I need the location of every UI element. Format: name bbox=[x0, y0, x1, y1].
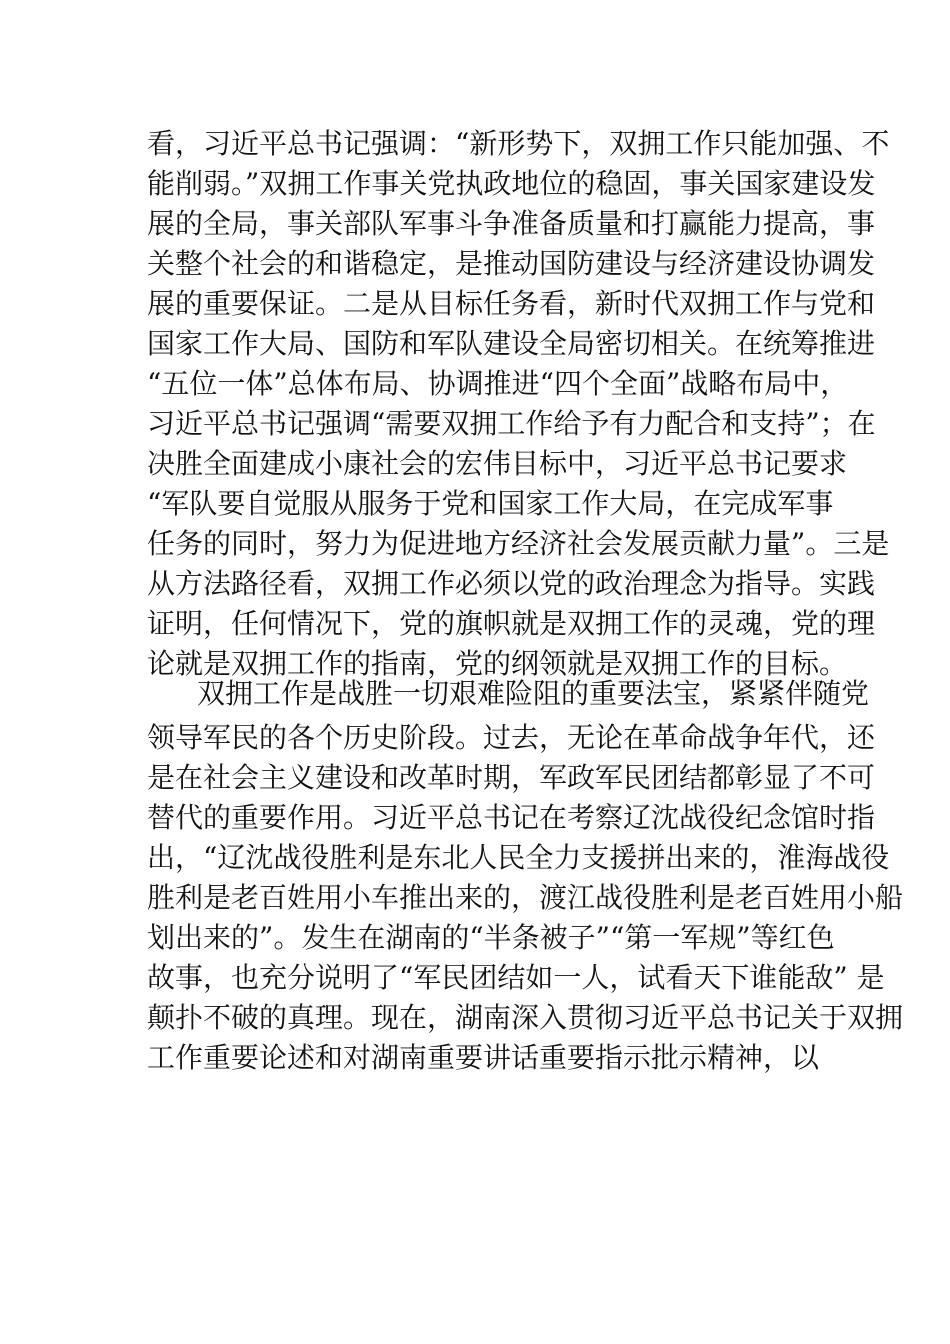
text-line-10: “军队要自觉服从服务于党和国家工作大局，在完成军事 bbox=[147, 487, 834, 520]
text-line-5: 展的重要保证。二是从目标任务看，新时代双拥工作与党和 bbox=[147, 287, 876, 320]
text-line-9: 决胜全面建成小康社会的宏伟目标中，习近平总书记要求 bbox=[147, 447, 848, 480]
text-line-7: “五位一体”总体布局、协调推进“四个全面”战略布局中， bbox=[147, 367, 849, 400]
text-line-17: 是在社会主义建设和改革时期，军政军民团结都彰显了不可 bbox=[147, 761, 876, 794]
text-line-15: 双拥工作是战胜一切艰难险阻的重要法宝，紧紧伴随党 bbox=[197, 677, 870, 710]
text-line-13: 证明，任何情况下，党的旗帜就是双拥工作的灵魂，党的理 bbox=[147, 607, 876, 640]
text-line-11: 任务的同时，努力为促进地方经济社会发展贡献力量”。三是 bbox=[147, 527, 890, 560]
text-line-19: 出，“辽沈战役胜利是东北人民全力支援拼出来的，淮海战役 bbox=[147, 841, 890, 874]
text-line-4: 关整个社会的和谐稳定，是推动国防建设与经济建设协调发 bbox=[147, 247, 876, 280]
text-line-21: 划出来的”。发生在湖南的“半条被子”“第一军规”等红色 bbox=[147, 921, 835, 954]
text-line-3: 展的全局，事关部队军事斗争准备质量和打赢能力提高，事 bbox=[147, 207, 876, 240]
text-line-20: 胜利是老百姓用小车推出来的，渡江战役胜利是老百姓用小船 bbox=[147, 881, 904, 914]
text-line-22: 故事，也充分说明了“军民团结如一人，试看天下谁能敌” 是 bbox=[147, 961, 885, 994]
text-line-16: 领导军民的各个历史阶段。过去，无论在革命战争年代，还 bbox=[147, 721, 876, 754]
text-line-1: 看，习近平总书记强调：“新形势下，双拥工作只能加强、不 bbox=[147, 127, 890, 160]
text-line-14: 论就是双拥工作的指南，党的纲领就是双拥工作的目标。 bbox=[147, 647, 848, 680]
text-line-12: 从方法路径看，双拥工作必须以党的政治理念为指导。实践 bbox=[147, 567, 876, 600]
text-line-23: 颠扑不破的真理。现在，湖南深入贯彻习近平总书记关于双拥 bbox=[147, 1001, 904, 1034]
text-line-8: 习近平总书记强调“需要双拥工作给予有力配合和支持”；在 bbox=[147, 407, 876, 440]
text-line-2: 能削弱。”双拥工作事关党执政地位的稳固，事关国家建设发 bbox=[147, 167, 876, 200]
text-line-6: 国家工作大局、国防和军队建设全局密切相关。在统筹推进 bbox=[147, 327, 876, 360]
text-line-18: 替代的重要作用。习近平总书记在考察辽沈战役纪念馆时指 bbox=[147, 801, 876, 834]
text-line-24: 工作重要论述和对湖南重要讲话重要指示批示精神，以 bbox=[147, 1041, 820, 1074]
